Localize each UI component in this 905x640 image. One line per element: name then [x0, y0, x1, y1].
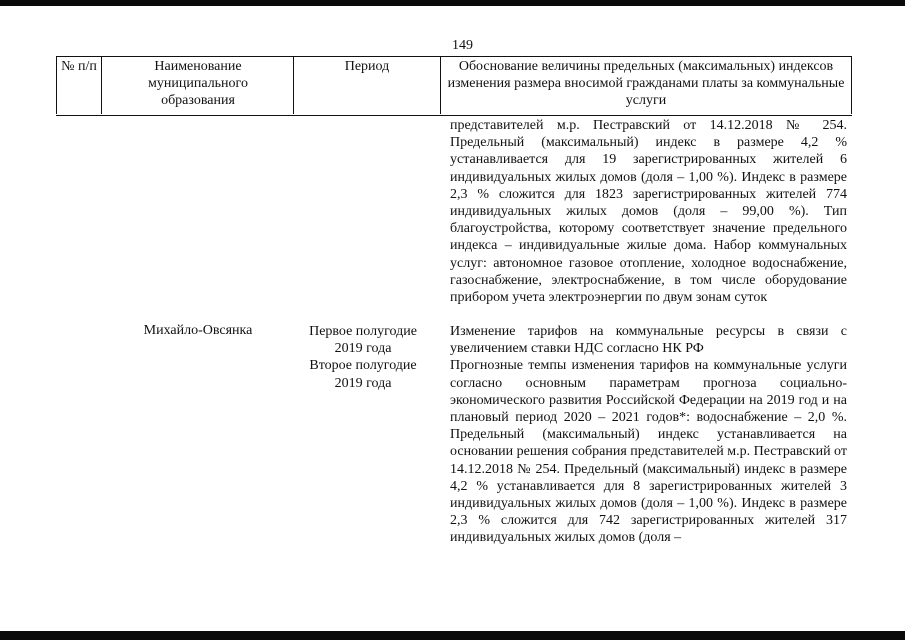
municipality-name: Михайло-Овсянка — [143, 323, 253, 338]
justification-forecast: Прогнозные темпы изменения тарифов на коммунальные услуги согласно основным параметрам прогноза социально-экономического развития Российской Федерации на 2019 год и на плановый период 2020 – 2021 годов*: водоснабжение – 2,0 %. Предельный (максимальный) индекс устанавливается на основании решения собрания представителей м.р. Пестравский от 14.12.2018 № 254. Предельный (максимальный) индекс в размере 4,2 % устанавливается для 8 зарегистрированных жителей 3 индивидуальных жилых домов (доля – 1,00 %). Индекс в размере 2,3 % сложится для 742 зарегистрированных жителей 317 индивидуальных жилых домов (доля – — [450, 358, 847, 546]
period-second-half: Второе полугодие 2019 года — [309, 358, 417, 391]
header-divider — [293, 56, 294, 114]
header-divider — [101, 56, 102, 114]
justification-vat: Изменение тарифов на коммунальные ресурсы в связи с увеличением ставки НДС согласно НК РФ — [450, 324, 847, 357]
header-col-period: Период — [344, 59, 390, 74]
period-list — [296, 323, 430, 392]
header-divider — [851, 56, 852, 114]
header-col-justification: Обоснование величины предельных (максимальных) индексов изменения размера вносимой гражданами платы за коммунальные услуги — [447, 59, 845, 108]
page-number: 149 — [452, 38, 473, 53]
bottom-scan-border — [0, 631, 905, 640]
continuation-text: представителей м.р. Пестравский от 14.12.2018 № 254. Предельный (максимальный) индекс в размере 4,2 % устанавливается для 19 зарегистрированных жителей 6 индивидуальных жилых домов (доля – 1,00 %). Индекс в размере 2,3 % сложится для 1823 зарегистрированных жителей 774 индивидуальных жилых домов (доля – 99,00 %). Тип благоустройства, которому соответствует значение предельного индекса – индивидуальные жилые дома. Набор коммунальных услуг: автономное газовое отопление, холодное водоснабжение, газоснабжение, электроснабжение, в том числе оборудование прибором учета электроэнергии по двум зонам суток — [450, 118, 847, 306]
header-col-municipality: Наименование муниципального образования — [148, 59, 248, 108]
header-divider — [56, 56, 57, 114]
header-col-number: № п/п — [61, 59, 97, 74]
top-scan-border — [0, 0, 905, 6]
period-first-half: Первое полугодие 2019 года — [309, 324, 417, 357]
justification-text — [450, 323, 847, 547]
header-divider — [440, 56, 441, 114]
